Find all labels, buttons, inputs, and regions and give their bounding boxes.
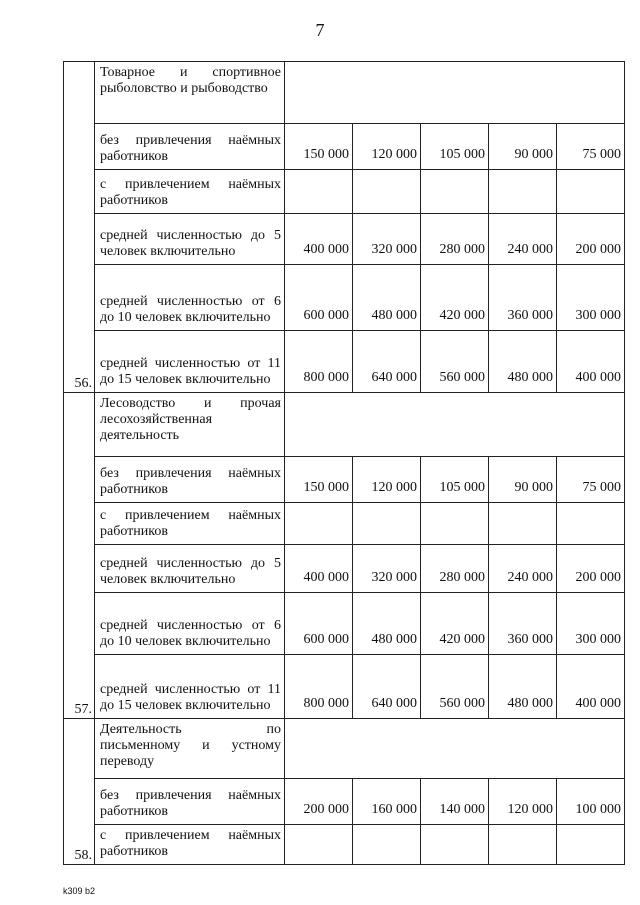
row-label: без привлечения наёмных работников (95, 779, 285, 825)
table-row (64, 457, 625, 503)
row-label: с привлечением наёмных работников (95, 825, 285, 865)
section-number: 58. (64, 719, 95, 865)
value-cell: 150 000 (285, 457, 353, 503)
value-cell: 105 000 (421, 457, 489, 503)
value-cell: 800 000 (285, 655, 353, 719)
section-title: Товарное и спортивное рыболовство и рыбоводство (95, 62, 285, 124)
value-cell (285, 170, 353, 214)
value-cell: 560 000 (421, 655, 489, 719)
value-cell: 240 000 (489, 214, 557, 265)
value-cell: 300 000 (557, 593, 625, 655)
value-cell: 120 000 (353, 457, 421, 503)
table-body (64, 62, 625, 865)
section-title-empty (285, 393, 625, 457)
table-row (64, 779, 625, 825)
value-cell (353, 825, 421, 865)
table-row (64, 170, 625, 214)
value-cell (285, 503, 353, 545)
value-cell: 200 000 (557, 214, 625, 265)
value-cell: 480 000 (353, 593, 421, 655)
value-cell (557, 170, 625, 214)
page-number: 7 (315, 20, 325, 40)
value-cell: 420 000 (421, 265, 489, 331)
row-label: с привлечением наёмных работников (95, 170, 285, 214)
value-cell: 280 000 (421, 214, 489, 265)
row-label: без привлечения наёмных работников (95, 124, 285, 170)
value-cell: 480 000 (489, 655, 557, 719)
section-title-row (64, 719, 625, 779)
table-row (64, 593, 625, 655)
table-row (64, 265, 625, 331)
table-row (64, 124, 625, 170)
value-cell: 420 000 (421, 593, 489, 655)
row-label: без привлечения наёмных работников (95, 457, 285, 503)
value-cell: 300 000 (557, 265, 625, 331)
value-cell: 600 000 (285, 593, 353, 655)
value-cell: 200 000 (285, 779, 353, 825)
value-cell: 320 000 (353, 545, 421, 593)
value-cell: 75 000 (557, 457, 625, 503)
footer-code: k309 b2 (63, 886, 96, 896)
table-row (64, 331, 625, 393)
section-title-empty (285, 719, 625, 779)
value-cell (353, 503, 421, 545)
table-row (64, 503, 625, 545)
value-cell: 280 000 (421, 545, 489, 593)
section-title-empty (285, 62, 625, 124)
value-cell: 240 000 (489, 545, 557, 593)
tax-table (63, 61, 625, 865)
value-cell: 600 000 (285, 265, 353, 331)
value-cell (353, 170, 421, 214)
value-cell: 105 000 (421, 124, 489, 170)
value-cell: 120 000 (489, 779, 557, 825)
value-cell: 400 000 (285, 214, 353, 265)
value-cell (489, 825, 557, 865)
section-title-row (64, 62, 625, 124)
row-label: средней численностью до 5 человек включительно (95, 545, 285, 593)
value-cell: 75 000 (557, 124, 625, 170)
value-cell: 800 000 (285, 331, 353, 393)
value-cell (557, 503, 625, 545)
value-cell (489, 503, 557, 545)
table-row (64, 214, 625, 265)
value-cell: 360 000 (489, 593, 557, 655)
value-cell: 640 000 (353, 655, 421, 719)
row-label: средней численностью до 5 человек включительно (95, 214, 285, 265)
table-row (64, 545, 625, 593)
value-cell: 120 000 (353, 124, 421, 170)
value-cell: 100 000 (557, 779, 625, 825)
row-label: средней численностью от 6 до 10 человек включительно (95, 593, 285, 655)
value-cell: 320 000 (353, 214, 421, 265)
value-cell (421, 503, 489, 545)
table-row (64, 655, 625, 719)
section-title-row (64, 393, 625, 457)
value-cell (285, 825, 353, 865)
row-label: средней численностью от 6 до 10 человек включительно (95, 265, 285, 331)
value-cell: 150 000 (285, 124, 353, 170)
value-cell: 400 000 (557, 331, 625, 393)
row-label: средней численностью от 11 до 15 человек включительно (95, 655, 285, 719)
section-title: Лесоводство и прочая лесохозяйственная деятельность (95, 393, 285, 457)
value-cell: 400 000 (285, 545, 353, 593)
value-cell: 140 000 (421, 779, 489, 825)
row-label: средней численностью от 11 до 15 человек включительно (95, 331, 285, 393)
value-cell: 400 000 (557, 655, 625, 719)
table-row (64, 825, 625, 865)
value-cell: 480 000 (489, 331, 557, 393)
value-cell: 160 000 (353, 779, 421, 825)
section-title: Деятельность по письменному и устному переводу (95, 719, 285, 779)
value-cell: 360 000 (489, 265, 557, 331)
value-cell (557, 825, 625, 865)
section-number: 56. (64, 62, 95, 393)
value-cell: 560 000 (421, 331, 489, 393)
value-cell (489, 170, 557, 214)
value-cell: 90 000 (489, 124, 557, 170)
value-cell: 480 000 (353, 265, 421, 331)
row-label: с привлечением наёмных работников (95, 503, 285, 545)
value-cell: 90 000 (489, 457, 557, 503)
value-cell: 640 000 (353, 331, 421, 393)
value-cell (421, 825, 489, 865)
value-cell (421, 170, 489, 214)
section-number: 57. (64, 393, 95, 719)
value-cell: 200 000 (557, 545, 625, 593)
